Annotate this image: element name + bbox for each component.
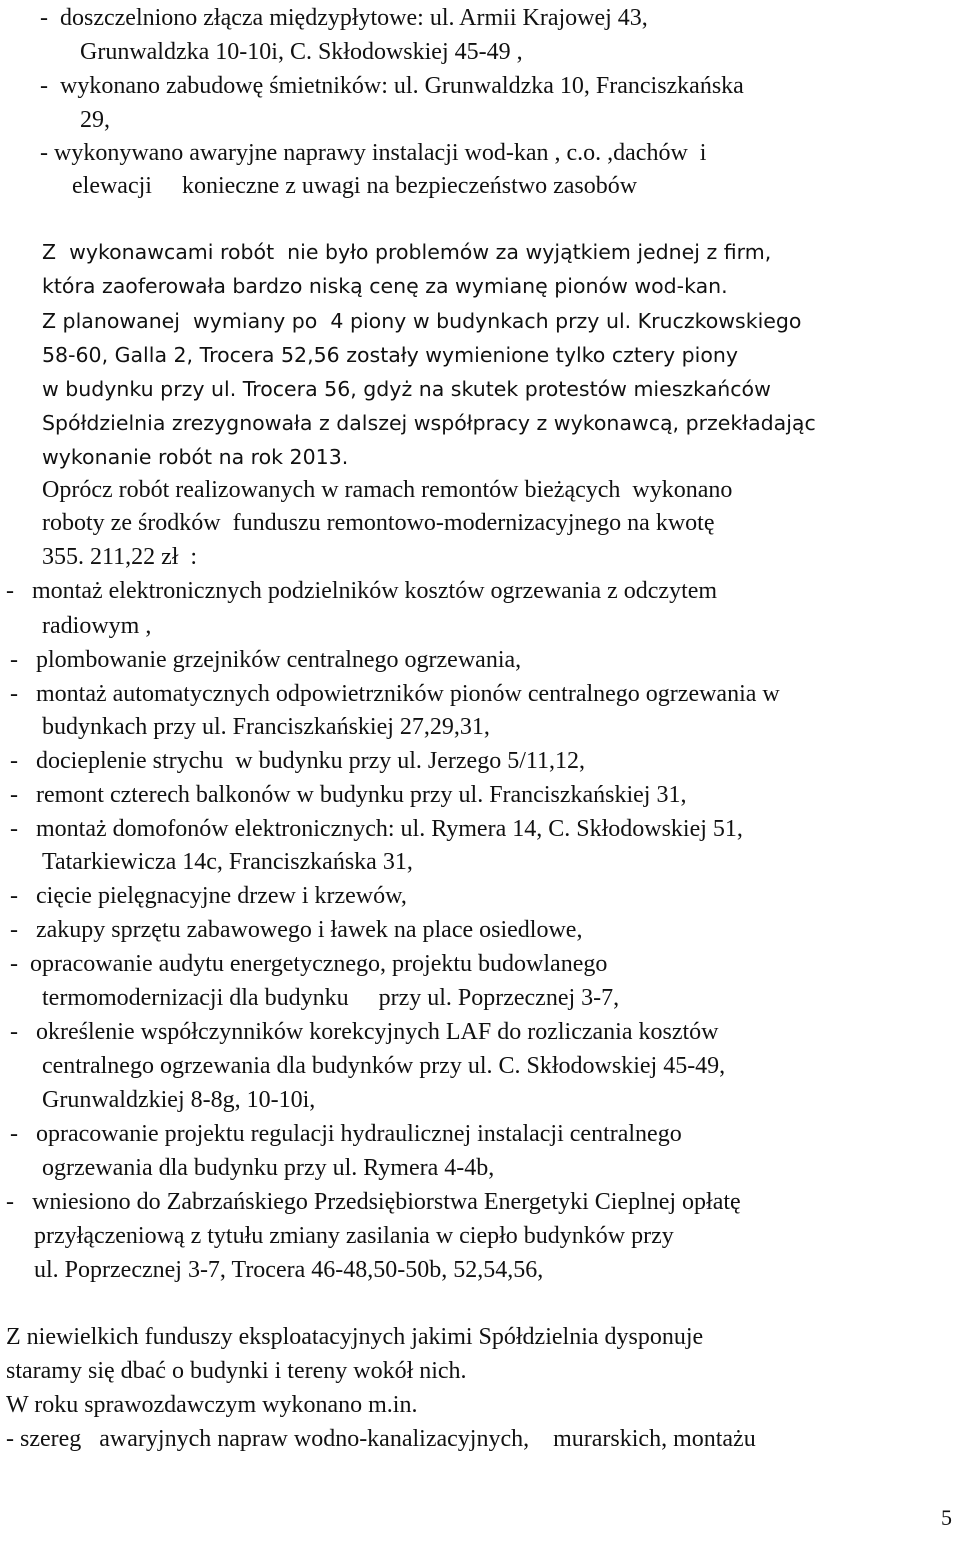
list-item: - docieplenie strychu w budynku przy ul. Jerzego 5/11,12, xyxy=(10,748,585,774)
text-line: Z niewielkich funduszy eksploatacyjnych jakimi Spółdzielnia dysponuje xyxy=(6,1324,704,1350)
list-item: - określenie współczynników korekcyjnych LAF do rozliczania kosztów xyxy=(10,1019,719,1045)
text-line: przyłączeniową z tytułu zmiany zasilania w ciepło budynków przy xyxy=(34,1223,674,1249)
text-line: Oprócz robót realizowanych w ramach remontów bieżących wykonano xyxy=(42,477,733,503)
text-line: staramy się dbać o budynki i tereny wokół nich. xyxy=(6,1358,467,1384)
text-line: termomodernizacji dla budynku przy ul. Poprzecznej 3-7, xyxy=(42,985,620,1011)
text-line: centralnego ogrzewania dla budynków przy ul. C. Skłodowskiej 45-49, xyxy=(42,1053,726,1079)
text-line: Z planowanej wymiany po 4 piony w budynkach przy ul. Kruczkowskiego xyxy=(42,309,802,333)
text-line: w budynku przy ul. Trocera 56, gdyż na skutek protestów mieszkańców xyxy=(42,377,771,401)
list-item: - remont czterech balkonów w budynku przy ul. Franciszkańskiej 31, xyxy=(10,782,687,808)
text-line: W roku sprawozdawczym wykonano m.in. xyxy=(6,1392,418,1418)
text-line: Spółdzielnia zrezygnowała z dalszej współpracy z wykonawcą, przekładając xyxy=(42,411,816,435)
page-number: 5 xyxy=(941,1505,952,1530)
list-item: - wniesiono do Zabrzańskiego Przedsiębiorstwa Energetyki Cieplnej opłatę xyxy=(6,1189,741,1215)
list-item: - zakupy sprzętu zabawowego i ławek na place osiedlowe, xyxy=(10,917,583,943)
text-line: radiowym , xyxy=(42,613,152,639)
text-line: - wykonywano awaryjne naprawy instalacji wod-kan , c.o. ,dachów i xyxy=(40,140,707,166)
list-item: - montaż domofonów elektronicznych: ul. Rymera 14, C. Skłodowskiej 51, xyxy=(10,816,743,842)
text-line: ogrzewania dla budynku przy ul. Rymera 4-4b, xyxy=(42,1155,495,1181)
list-item: - opracowanie projektu regulacji hydraulicznej instalacji centralnego xyxy=(10,1121,682,1147)
list-item: - plombowanie grzejników centralnego ogrzewania, xyxy=(10,647,522,673)
text-line: Z wykonawcami robót nie było problemów za wyjątkiem jednej z firm, xyxy=(42,240,772,264)
list-item: - cięcie pielęgnacyjne drzew i krzewów, xyxy=(10,883,407,909)
text-line: Grunwaldzkiej 8-8g, 10-10i, xyxy=(42,1087,316,1113)
text-line: ul. Poprzecznej 3-7, Trocera 46-48,50-50b, 52,54,56, xyxy=(34,1257,544,1283)
text-line: - szereg awaryjnych napraw wodno-kanalizacyjnych, murarskich, montażu xyxy=(6,1426,756,1452)
text-line: roboty ze środków funduszu remontowo-modernizacyjnego na kwotę xyxy=(42,510,715,536)
text-line: wykonanie robót na rok 2013. xyxy=(42,445,349,469)
list-item: - montaż automatycznych odpowietrzników pionów centralnego ogrzewania w xyxy=(10,681,780,707)
list-item: - montaż elektronicznych podzielników kosztów ogrzewania z odczytem xyxy=(6,578,718,604)
list-item: - opracowanie audytu energetycznego, projektu budowlanego xyxy=(10,951,608,977)
text-line: 58-60, Galla 2, Trocera 52,56 zostały wymienione tylko cztery piony xyxy=(42,343,738,367)
text-line: - wykonano zabudowę śmietników: ul. Grunwaldzka 10, Franciszkańska xyxy=(40,73,744,99)
text-line: elewacji konieczne z uwagi na bezpieczeństwo zasobów xyxy=(72,173,638,199)
text-line: budynkach przy ul. Franciszkańskiej 27,29,31, xyxy=(42,714,490,740)
text-line: Tatarkiewicza 14c, Franciszkańska 31, xyxy=(42,849,413,875)
text-line: - doszczelniono złącza międzypłytowe: ul. Armii Krajowej 43, xyxy=(40,5,648,31)
text-line: Grunwaldzka 10-10i, C. Skłodowskiej 45-49 , xyxy=(80,39,523,65)
text-line: która zaoferowała bardzo niską cenę za wymianę pionów wod-kan. xyxy=(42,274,728,298)
text-line: 29, xyxy=(80,107,110,133)
text-line: 355. 211,22 zł : xyxy=(42,544,198,570)
